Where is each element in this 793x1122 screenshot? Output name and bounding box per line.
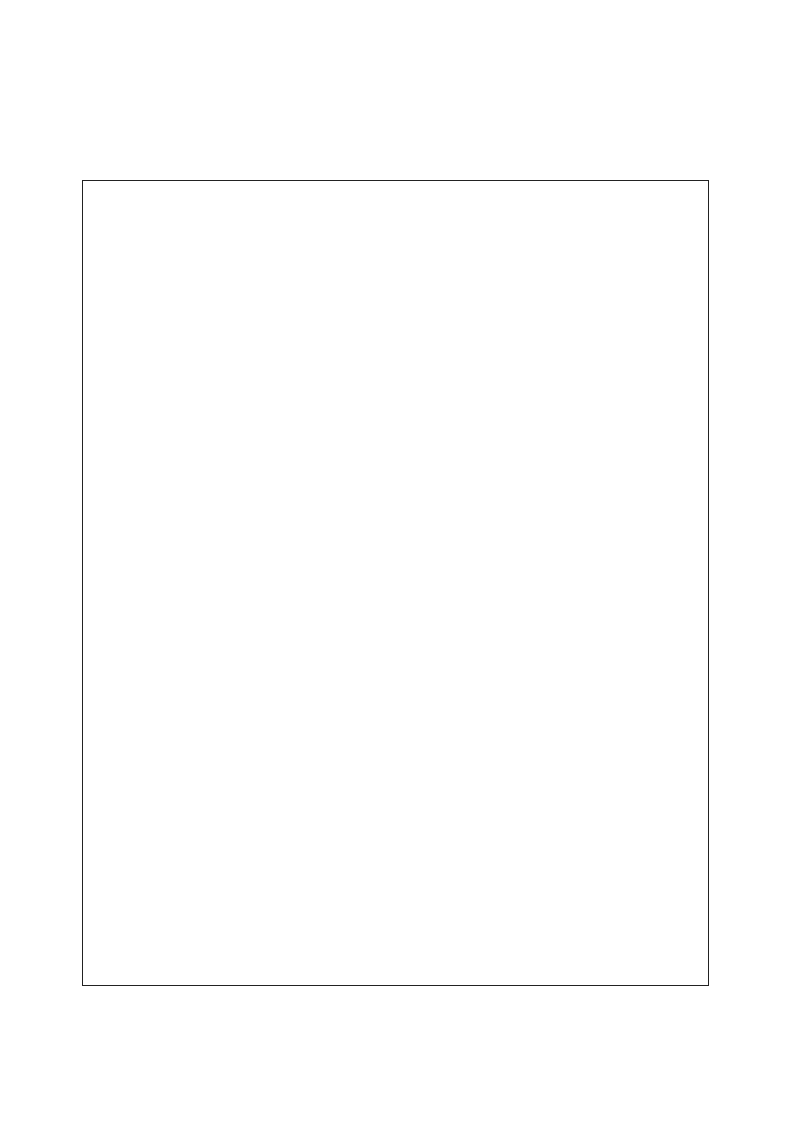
performance-evaluation-table (82, 180, 709, 986)
